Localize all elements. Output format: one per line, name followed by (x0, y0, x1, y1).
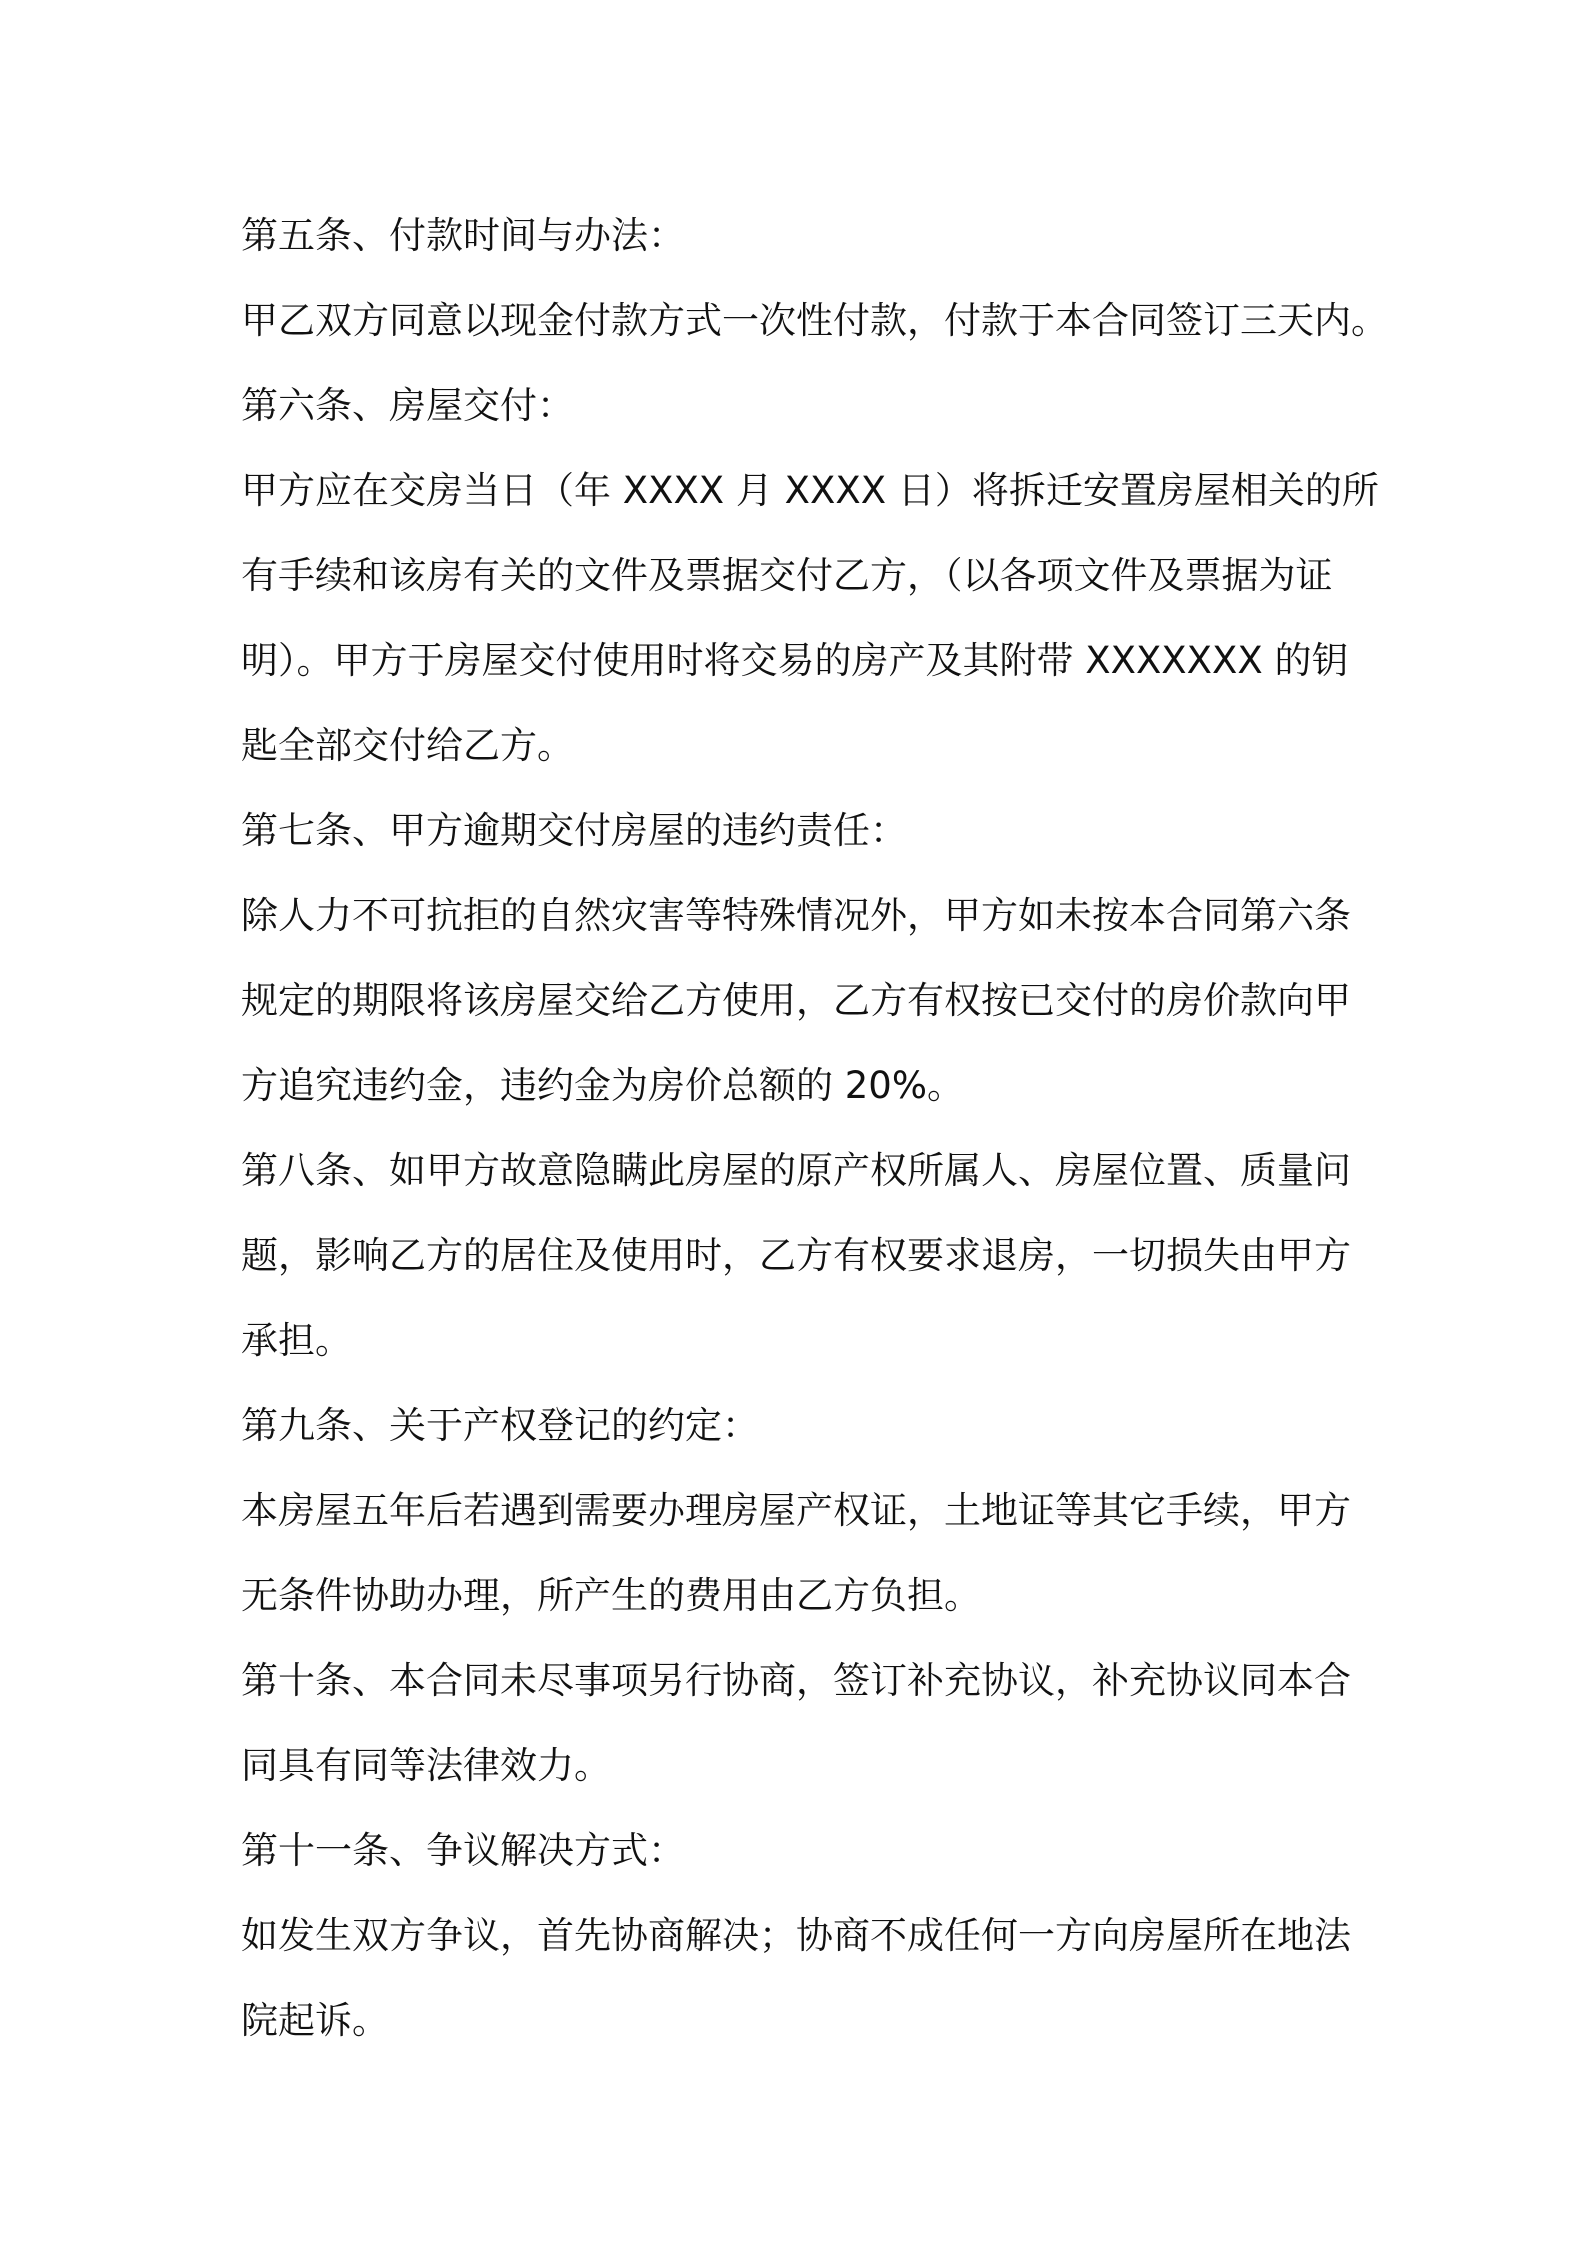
contract-body (241, 193, 1388, 2063)
clause-8-text-line: 题，影响乙方的居住及使用时，乙方有权要求退房，一切损失由甲方 (241, 1234, 1351, 1277)
clause-6-text-line: 甲方应在交房当日（年 XXXX 月 XXXX 日）将拆迁安置房屋相关的所 (241, 469, 1379, 512)
clause-11-text-line: 如发生双方争议，首先协商解决；协商不成任何一方向房屋所在地法 (241, 1914, 1351, 1957)
clause-6-heading: 第六条、房屋交付： (241, 384, 574, 427)
clause-8-text-line: 第八条、如甲方故意隐瞒此房屋的原产权所属人、房屋位置、质量问 (241, 1149, 1351, 1192)
clause-5-heading: 第五条、付款时间与办法： (241, 214, 685, 257)
clause-10-text-line: 第十条、本合同未尽事项另行协商，签订补充协议，补充协议同本合 (241, 1659, 1351, 1702)
clause-6-text-line: 有手续和该房有关的文件及票据交付乙方，（以各项文件及票据为证 (241, 554, 1333, 597)
clause-5-text: 甲乙双方同意以现金付款方式一次性付款，付款于本合同签订三天内。 (241, 299, 1388, 342)
clause-9-heading: 第九条、关于产权登记的约定： (241, 1404, 759, 1447)
clause-6-text-line: 匙全部交付给乙方。 (241, 724, 574, 767)
clause-7-text-line: 规定的期限将该房屋交给乙方使用，乙方有权按已交付的房价款向甲 (241, 979, 1351, 1022)
clause-8-text-line: 承担。 (241, 1319, 352, 1362)
clause-7-text-line: 除人力不可抗拒的自然灾害等特殊情况外，甲方如未按本合同第六条 (241, 894, 1351, 937)
clause-9-text-line: 无条件协助办理，所产生的费用由乙方负担。 (241, 1574, 981, 1617)
clause-7-text-line: 方追究违约金，违约金为房价总额的 20%。 (241, 1064, 964, 1107)
clause-10-text-line: 同具有同等法律效力。 (241, 1744, 611, 1787)
clause-6-text-line: 明）。甲方于房屋交付使用时将交易的房产及其附带 XXXXXXX 的钥 (241, 639, 1349, 682)
clause-7-heading: 第七条、甲方逾期交付房屋的违约责任： (241, 809, 907, 852)
clause-9-text-line: 本房屋五年后若遇到需要办理房屋产权证，土地证等其它手续，甲方 (241, 1489, 1351, 1532)
clause-11-text-line: 院起诉。 (241, 1999, 389, 2042)
clause-11-heading: 第十一条、争议解决方式： (241, 1829, 685, 1872)
